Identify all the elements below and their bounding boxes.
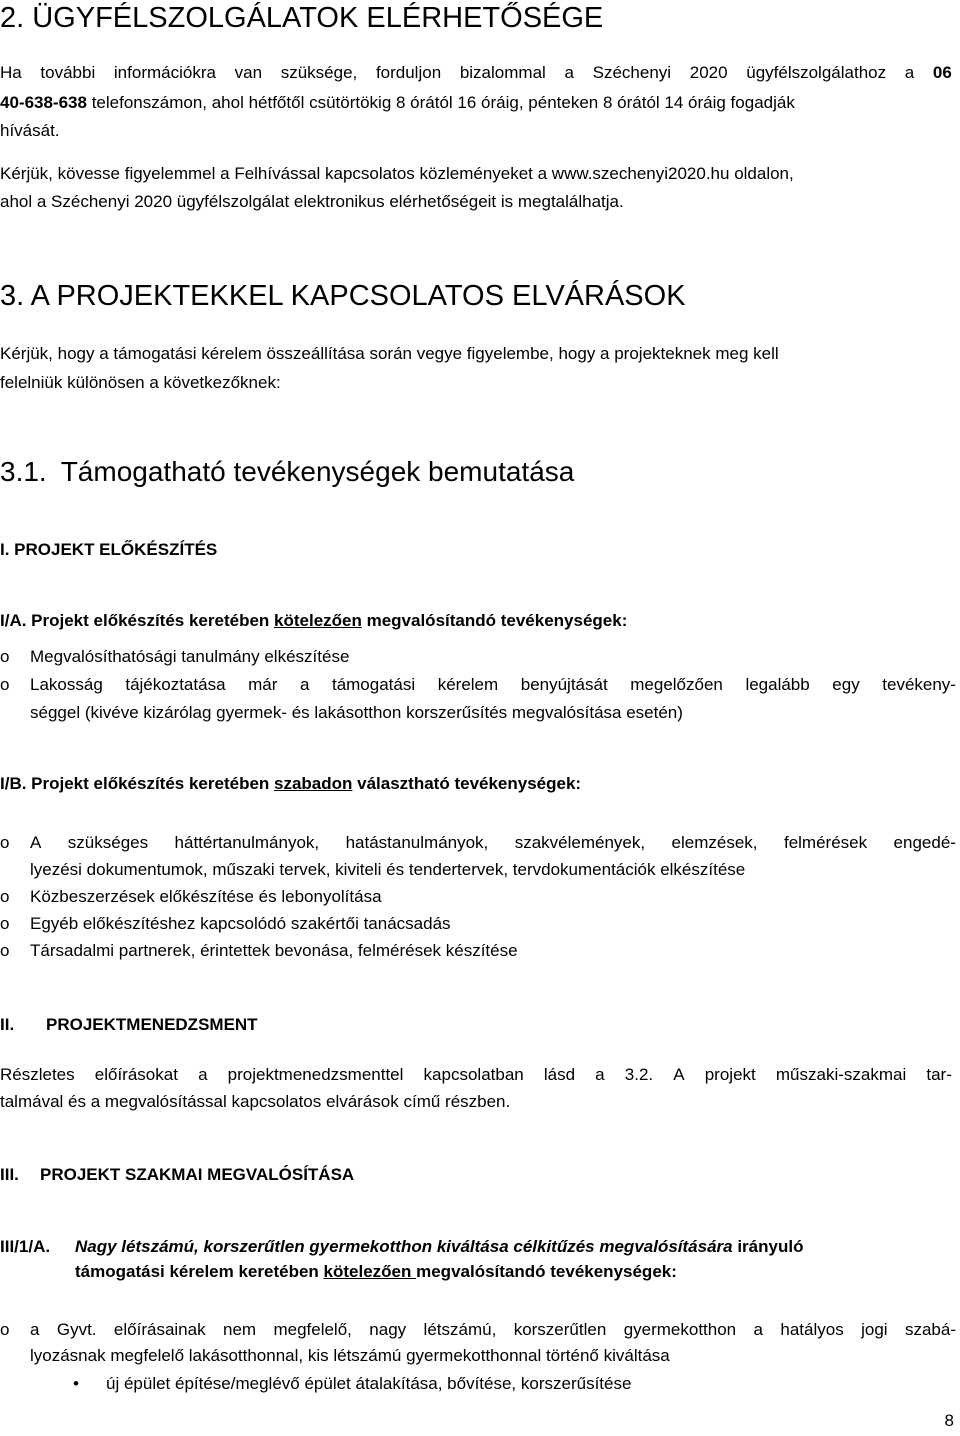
word: kapcsolatban: [423, 1065, 524, 1084]
word: a: [30, 1320, 40, 1339]
word: A: [30, 833, 42, 852]
list-marker: o: [0, 647, 10, 666]
word: háttértanulmányok,: [174, 833, 320, 852]
s2-para2-line2: ahol a Széchenyi 2020 ügyfélszolgálat elektronikus elérhetőségeit is megtalálhatja.: [0, 192, 624, 211]
word: hatástanulmányok,: [345, 833, 489, 852]
s3-para1-line2: felelniük különösen a következőknek:: [0, 373, 281, 392]
list-item-continuation: lyezési dokumentumok, műszaki tervek, kiviteli és tendertervek, tervdokumentációk elkészítése: [30, 860, 746, 879]
word: benyújtását: [520, 675, 608, 694]
word: lásd: [543, 1065, 576, 1084]
II-para-line1: [0, 1065, 952, 1085]
word: nagy: [369, 1320, 407, 1339]
word: ügyfélszolgálathoz: [746, 63, 887, 82]
heading-I: I. PROJEKT ELŐKÉSZÍTÉS: [0, 540, 218, 559]
word: 06: [932, 63, 952, 82]
word: megelőzően: [630, 675, 723, 694]
word: gyermekotthon: [623, 1320, 737, 1339]
word: A: [673, 1065, 685, 1084]
heading-IB: I/B. Projekt előkészítés keretében szabadon választható tevékenységek:: [0, 774, 582, 793]
word: műszaki-szakmai: [775, 1065, 907, 1084]
word: egy: [832, 675, 860, 694]
II-para-line2: talmával és a megvalósítással kapcsolatos elvárások című részben.: [0, 1092, 511, 1111]
word: van: [234, 63, 263, 82]
word: elemzések,: [671, 833, 758, 852]
word: Részletes: [0, 1065, 75, 1084]
list-marker: o: [0, 941, 10, 960]
list-item: o Társadalmi partnerek, érintettek bevonása, felmérések készítése: [0, 941, 518, 960]
word: 2020: [689, 63, 728, 82]
list-item: [0, 833, 956, 853]
word: szabá-: [904, 1320, 956, 1339]
word: legalább: [745, 675, 810, 694]
word: Széchenyi: [592, 63, 672, 82]
list-item: [0, 1320, 956, 1340]
page-number: 8: [944, 1411, 954, 1430]
word: projekt: [704, 1065, 756, 1084]
word: információkra: [113, 63, 216, 82]
heading-II: II. PROJEKTMENEDZSMENT: [0, 1015, 258, 1034]
word: előírásokat: [94, 1065, 178, 1084]
word: a: [198, 1065, 208, 1084]
bullet-icon: •: [73, 1374, 79, 1393]
s2-para1-line3: hívását.: [0, 121, 60, 140]
word: 3.2.: [624, 1065, 654, 1084]
word: korszerűtlen: [513, 1320, 607, 1339]
word: Gyvt.: [56, 1320, 97, 1339]
word: támogatási: [331, 675, 416, 694]
word: Ha: [0, 63, 22, 82]
word: nem: [222, 1320, 257, 1339]
word: kérelem: [437, 675, 499, 694]
word: a: [753, 1320, 763, 1339]
word: már: [248, 675, 278, 694]
word: a: [595, 1065, 605, 1084]
section-3-title: 3. A PROJEKTEKKEL KAPCSOLATOS ELVÁRÁSOK: [0, 280, 686, 312]
section-3-1-title: 3.1. Támogatható tevékenységek bemutatása: [0, 456, 575, 487]
list-marker: o: [0, 887, 10, 906]
word: a: [564, 63, 574, 82]
list-item: [0, 675, 956, 695]
word: jogi: [861, 1320, 888, 1339]
word: a: [299, 675, 310, 694]
list-marker: o: [0, 833, 10, 852]
heading-III-1-A-line2: támogatási kérelem keretében kötelezően megvalósítandó tevékenységek:: [75, 1262, 677, 1281]
word: szüksége,: [280, 63, 358, 82]
word: tar-: [926, 1065, 952, 1084]
list-item-continuation: séggel (kivéve kizárólag gyermek- és lakásotthon korszerűsítés megvalósítása esetén): [30, 703, 683, 722]
phone-number: 40-638-638: [0, 93, 87, 112]
word: projektmenedzsmenttel: [227, 1065, 404, 1084]
word: hatályos: [780, 1320, 844, 1339]
word: a: [904, 63, 915, 82]
word: előírásainak: [113, 1320, 206, 1339]
heading-IA: I/A. Projekt előkészítés keretében kötelezően megvalósítandó tevékenységek:: [0, 611, 628, 630]
word: tájékoztatása: [125, 675, 226, 694]
word: engedé-: [893, 833, 956, 852]
s2-para1-line2: 40-638-638 telefonszámon, ahol hétfőtől csütörtökig 8 órától 16 óráig, pénteken 8 órától 14 óráig fogadják: [0, 93, 795, 112]
word: létszámú,: [423, 1320, 497, 1339]
word: Lakosság: [30, 675, 103, 694]
word: tevékeny-: [882, 675, 956, 694]
list-item-continuation: lyozásnak megfelelő lakásotthonnal, kis létszámú gyermekotthonnal történő kiváltása: [30, 1346, 670, 1365]
word: felmérések: [783, 833, 868, 852]
word: bizalommal: [459, 63, 546, 82]
heading-III: III. PROJEKT SZAKMAI MEGVALÓSÍTÁSA: [0, 1165, 355, 1184]
s2-para1-line1: [0, 63, 952, 83]
list-marker: o: [0, 675, 10, 694]
word: forduljon: [375, 63, 442, 82]
list-marker: o: [0, 914, 10, 933]
list-marker: o: [0, 1320, 10, 1339]
sub-list-item: • új épület építése/meglévő épület átalakítása, bővítése, korszerűsítése: [73, 1374, 632, 1393]
list-item: o Egyéb előkészítéshez kapcsolódó szakértői tanácsadás: [0, 914, 451, 933]
list-item: o Közbeszerzések előkészítése és lebonyolítása: [0, 887, 382, 906]
s3-para1-line1: Kérjük, hogy a támogatási kérelem összeállítása során vegye figyelembe, hogy a projekteknek meg kell: [0, 344, 779, 363]
word: megfelelő,: [273, 1320, 352, 1339]
list-item: o Megvalósíthatósági tanulmány elkészítése: [0, 647, 350, 666]
s2-para2-line1: Kérjük, kövesse figyelemmel a Felhívással kapcsolatos közleményeket a www.szechenyi2020.hu oldalon,: [0, 164, 794, 183]
section-2-title: 2. ÜGYFÉLSZOLGÁLATOK ELÉRHETŐSÉGE: [0, 2, 604, 34]
word: szakvélemények,: [514, 833, 646, 852]
heading-III-1-A: III/1/A. Nagy létszámú, korszerűtlen gyermekotthon kiváltása célkitűzés megvalósítására irányuló: [0, 1237, 804, 1256]
word: szükséges: [67, 833, 149, 852]
word: további: [40, 63, 96, 82]
